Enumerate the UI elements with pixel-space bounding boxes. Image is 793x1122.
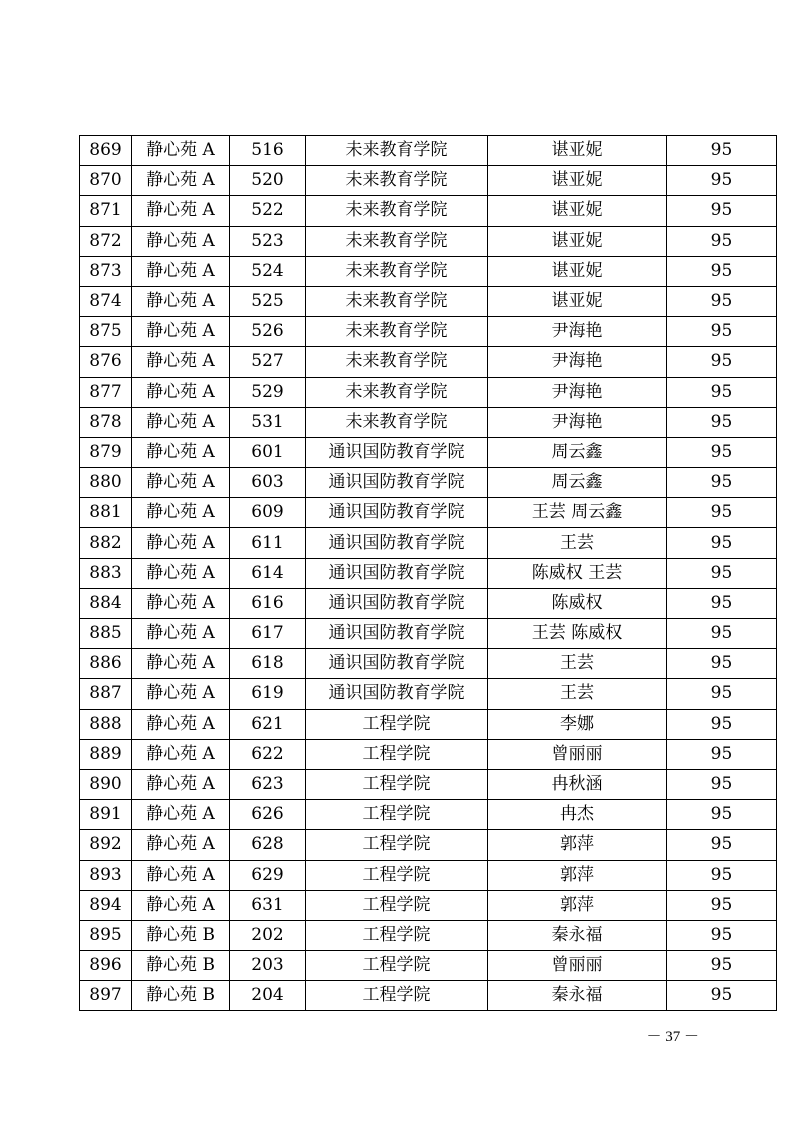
counselor-cell: 曾丽丽	[488, 951, 667, 981]
row-number-cell: 884	[80, 588, 132, 618]
building-cell: 静心苑 A	[132, 377, 230, 407]
table-row	[80, 166, 777, 196]
college-cell: 未来教育学院	[306, 256, 488, 286]
row-number-cell: 872	[80, 226, 132, 256]
counselor-cell: 尹海艳	[488, 407, 667, 437]
table-row	[80, 920, 777, 950]
building-cell: 静心苑 A	[132, 256, 230, 286]
score-cell: 95	[667, 226, 777, 256]
room-number-cell: 204	[230, 981, 306, 1011]
room-number-cell: 527	[230, 347, 306, 377]
college-cell: 未来教育学院	[306, 286, 488, 316]
score-cell: 95	[667, 407, 777, 437]
college-cell: 工程学院	[306, 830, 488, 860]
counselor-cell: 尹海艳	[488, 377, 667, 407]
dormitory-score-table	[79, 135, 777, 1011]
counselor-cell: 谌亚妮	[488, 136, 667, 166]
room-number-cell: 617	[230, 619, 306, 649]
college-cell: 通识国防教育学院	[306, 679, 488, 709]
building-cell: 静心苑 A	[132, 679, 230, 709]
counselor-cell: 谌亚妮	[488, 166, 667, 196]
table-row	[80, 830, 777, 860]
score-cell: 95	[667, 256, 777, 286]
counselor-cell: 谌亚妮	[488, 256, 667, 286]
row-number-cell: 880	[80, 468, 132, 498]
table-row	[80, 709, 777, 739]
score-cell: 95	[667, 317, 777, 347]
row-number-cell: 874	[80, 286, 132, 316]
table-row	[80, 437, 777, 467]
row-number-cell: 893	[80, 860, 132, 890]
college-cell: 工程学院	[306, 890, 488, 920]
building-cell: 静心苑 A	[132, 468, 230, 498]
row-number-cell: 888	[80, 709, 132, 739]
room-number-cell: 523	[230, 226, 306, 256]
row-number-cell: 879	[80, 437, 132, 467]
counselor-cell: 郭萍	[488, 830, 667, 860]
room-number-cell: 601	[230, 437, 306, 467]
building-cell: 静心苑 A	[132, 226, 230, 256]
table-row	[80, 800, 777, 830]
score-cell: 95	[667, 437, 777, 467]
row-number-cell: 871	[80, 196, 132, 226]
counselor-cell: 谌亚妮	[488, 226, 667, 256]
table-row	[80, 256, 777, 286]
room-number-cell: 526	[230, 317, 306, 347]
table-row	[80, 226, 777, 256]
room-number-cell: 614	[230, 558, 306, 588]
college-cell: 未来教育学院	[306, 317, 488, 347]
college-cell: 未来教育学院	[306, 166, 488, 196]
table-row	[80, 468, 777, 498]
table-row	[80, 286, 777, 316]
score-cell: 95	[667, 286, 777, 316]
score-cell: 95	[667, 830, 777, 860]
table-body	[80, 136, 777, 1011]
building-cell: 静心苑 A	[132, 588, 230, 618]
row-number-cell: 873	[80, 256, 132, 286]
room-number-cell: 529	[230, 377, 306, 407]
building-cell: 静心苑 A	[132, 649, 230, 679]
row-number-cell: 875	[80, 317, 132, 347]
table-row	[80, 317, 777, 347]
building-cell: 静心苑 A	[132, 196, 230, 226]
room-number-cell: 203	[230, 951, 306, 981]
row-number-cell: 886	[80, 649, 132, 679]
score-cell: 95	[667, 558, 777, 588]
score-cell: 95	[667, 166, 777, 196]
room-number-cell: 621	[230, 709, 306, 739]
room-number-cell: 616	[230, 588, 306, 618]
building-cell: 静心苑 B	[132, 981, 230, 1011]
table-row	[80, 769, 777, 799]
college-cell: 未来教育学院	[306, 136, 488, 166]
room-number-cell: 622	[230, 739, 306, 769]
score-cell: 95	[667, 709, 777, 739]
college-cell: 工程学院	[306, 739, 488, 769]
counselor-cell: 陈威权 王芸	[488, 558, 667, 588]
college-cell: 工程学院	[306, 800, 488, 830]
table-row	[80, 407, 777, 437]
score-cell: 95	[667, 468, 777, 498]
college-cell: 工程学院	[306, 920, 488, 950]
table-row	[80, 136, 777, 166]
score-cell: 95	[667, 498, 777, 528]
score-cell: 95	[667, 890, 777, 920]
counselor-cell: 王芸 周云鑫	[488, 498, 667, 528]
row-number-cell: 891	[80, 800, 132, 830]
row-number-cell: 881	[80, 498, 132, 528]
college-cell: 未来教育学院	[306, 226, 488, 256]
score-cell: 95	[667, 860, 777, 890]
room-number-cell: 619	[230, 679, 306, 709]
building-cell: 静心苑 A	[132, 437, 230, 467]
table-row	[80, 558, 777, 588]
room-number-cell: 609	[230, 498, 306, 528]
row-number-cell: 883	[80, 558, 132, 588]
building-cell: 静心苑 B	[132, 951, 230, 981]
counselor-cell: 王芸 陈威权	[488, 619, 667, 649]
table-row	[80, 528, 777, 558]
table-row	[80, 739, 777, 769]
college-cell: 通识国防教育学院	[306, 588, 488, 618]
counselor-cell: 冉秋涵	[488, 769, 667, 799]
counselor-cell: 郭萍	[488, 860, 667, 890]
room-number-cell: 629	[230, 860, 306, 890]
room-number-cell: 626	[230, 800, 306, 830]
college-cell: 未来教育学院	[306, 407, 488, 437]
counselor-cell: 尹海艳	[488, 317, 667, 347]
score-cell: 95	[667, 951, 777, 981]
score-cell: 95	[667, 136, 777, 166]
row-number-cell: 897	[80, 981, 132, 1011]
row-number-cell: 878	[80, 407, 132, 437]
counselor-cell: 谌亚妮	[488, 286, 667, 316]
college-cell: 通识国防教育学院	[306, 468, 488, 498]
table-row	[80, 890, 777, 920]
room-number-cell: 623	[230, 769, 306, 799]
building-cell: 静心苑 A	[132, 830, 230, 860]
row-number-cell: 870	[80, 166, 132, 196]
counselor-cell: 王芸	[488, 679, 667, 709]
score-cell: 95	[667, 739, 777, 769]
table-row	[80, 196, 777, 226]
counselor-cell: 冉杰	[488, 800, 667, 830]
college-cell: 通识国防教育学院	[306, 528, 488, 558]
college-cell: 工程学院	[306, 860, 488, 890]
score-cell: 95	[667, 588, 777, 618]
room-number-cell: 611	[230, 528, 306, 558]
building-cell: 静心苑 A	[132, 800, 230, 830]
counselor-cell: 周云鑫	[488, 468, 667, 498]
table-row	[80, 377, 777, 407]
counselor-cell: 王芸	[488, 528, 667, 558]
score-cell: 95	[667, 619, 777, 649]
score-cell: 95	[667, 528, 777, 558]
building-cell: 静心苑 A	[132, 769, 230, 799]
college-cell: 未来教育学院	[306, 196, 488, 226]
counselor-cell: 曾丽丽	[488, 739, 667, 769]
table-row	[80, 498, 777, 528]
building-cell: 静心苑 A	[132, 709, 230, 739]
row-number-cell: 889	[80, 739, 132, 769]
table-row	[80, 679, 777, 709]
score-cell: 95	[667, 679, 777, 709]
building-cell: 静心苑 A	[132, 136, 230, 166]
room-number-cell: 525	[230, 286, 306, 316]
college-cell: 工程学院	[306, 981, 488, 1011]
score-cell: 95	[667, 769, 777, 799]
building-cell: 静心苑 A	[132, 528, 230, 558]
table-row	[80, 347, 777, 377]
building-cell: 静心苑 A	[132, 558, 230, 588]
counselor-cell: 谌亚妮	[488, 196, 667, 226]
room-number-cell: 522	[230, 196, 306, 226]
table-row	[80, 860, 777, 890]
building-cell: 静心苑 A	[132, 317, 230, 347]
room-number-cell: 202	[230, 920, 306, 950]
college-cell: 未来教育学院	[306, 347, 488, 377]
table-row	[80, 951, 777, 981]
college-cell: 工程学院	[306, 709, 488, 739]
college-cell: 通识国防教育学院	[306, 498, 488, 528]
room-number-cell: 628	[230, 830, 306, 860]
table-row	[80, 588, 777, 618]
college-cell: 工程学院	[306, 951, 488, 981]
counselor-cell: 王芸	[488, 649, 667, 679]
row-number-cell: 876	[80, 347, 132, 377]
college-cell: 工程学院	[306, 769, 488, 799]
row-number-cell: 877	[80, 377, 132, 407]
page-number: － 37 －	[646, 1029, 699, 1045]
building-cell: 静心苑 A	[132, 407, 230, 437]
college-cell: 通识国防教育学院	[306, 649, 488, 679]
college-cell: 通识国防教育学院	[306, 619, 488, 649]
building-cell: 静心苑 A	[132, 739, 230, 769]
counselor-cell: 尹海艳	[488, 347, 667, 377]
building-cell: 静心苑 A	[132, 166, 230, 196]
room-number-cell: 531	[230, 407, 306, 437]
score-cell: 95	[667, 649, 777, 679]
counselor-cell: 李娜	[488, 709, 667, 739]
score-cell: 95	[667, 920, 777, 950]
row-number-cell: 882	[80, 528, 132, 558]
row-number-cell: 892	[80, 830, 132, 860]
college-cell: 通识国防教育学院	[306, 437, 488, 467]
score-cell: 95	[667, 196, 777, 226]
table-row	[80, 649, 777, 679]
row-number-cell: 896	[80, 951, 132, 981]
building-cell: 静心苑 B	[132, 920, 230, 950]
row-number-cell: 885	[80, 619, 132, 649]
counselor-cell: 秦永福	[488, 920, 667, 950]
building-cell: 静心苑 A	[132, 498, 230, 528]
room-number-cell: 618	[230, 649, 306, 679]
building-cell: 静心苑 A	[132, 286, 230, 316]
row-number-cell: 895	[80, 920, 132, 950]
row-number-cell: 887	[80, 679, 132, 709]
room-number-cell: 603	[230, 468, 306, 498]
building-cell: 静心苑 A	[132, 619, 230, 649]
score-cell: 95	[667, 981, 777, 1011]
room-number-cell: 631	[230, 890, 306, 920]
college-cell: 通识国防教育学院	[306, 558, 488, 588]
table-row	[80, 981, 777, 1011]
table-row	[80, 619, 777, 649]
building-cell: 静心苑 A	[132, 860, 230, 890]
room-number-cell: 524	[230, 256, 306, 286]
row-number-cell: 869	[80, 136, 132, 166]
row-number-cell: 894	[80, 890, 132, 920]
room-number-cell: 516	[230, 136, 306, 166]
college-cell: 未来教育学院	[306, 377, 488, 407]
counselor-cell: 周云鑫	[488, 437, 667, 467]
score-cell: 95	[667, 347, 777, 377]
counselor-cell: 陈威权	[488, 588, 667, 618]
row-number-cell: 890	[80, 769, 132, 799]
building-cell: 静心苑 A	[132, 890, 230, 920]
counselor-cell: 郭萍	[488, 890, 667, 920]
score-cell: 95	[667, 800, 777, 830]
building-cell: 静心苑 A	[132, 347, 230, 377]
counselor-cell: 秦永福	[488, 981, 667, 1011]
score-cell: 95	[667, 377, 777, 407]
room-number-cell: 520	[230, 166, 306, 196]
